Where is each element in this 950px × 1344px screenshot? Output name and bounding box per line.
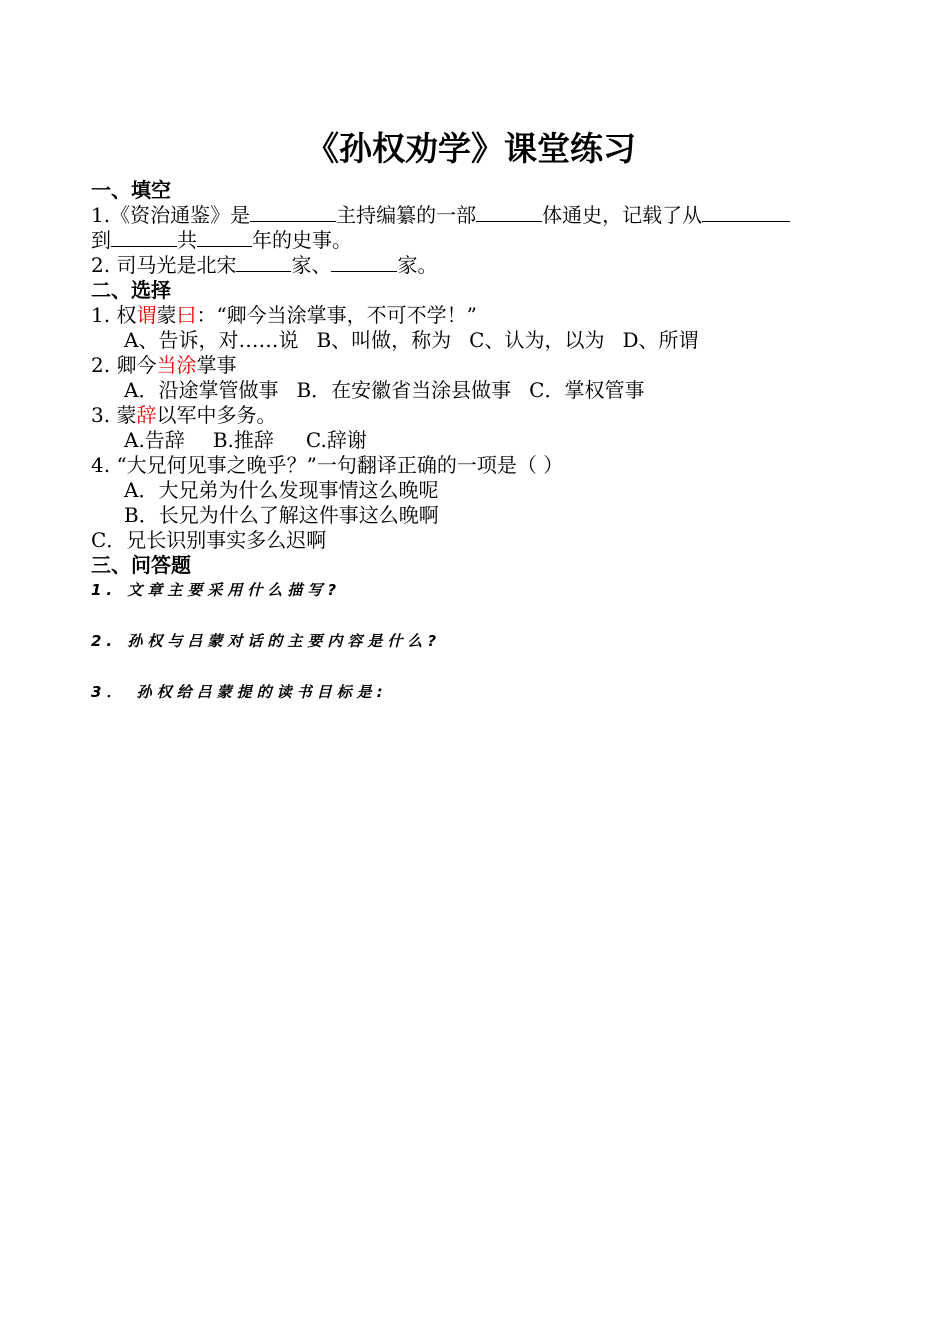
question-text: 年的史事。 (252, 228, 352, 252)
fill-question-2 (91, 253, 871, 278)
question-text: 2. 卿今 (91, 353, 157, 377)
option-c[interactable]: C.辞谢 (305, 428, 367, 452)
answer-blank[interactable] (236, 253, 291, 272)
question-text: 3. 蒙 (91, 403, 137, 427)
question-text: 蒙 (156, 303, 177, 327)
answer-space[interactable] (91, 603, 871, 629)
choice-question-4: 4. “大兄何见事之晚乎？”一句翻译正确的一项是（ ） (91, 453, 564, 477)
section-heading-choice: 二、选择 (91, 278, 171, 302)
question-text: 1. 权 (91, 303, 137, 327)
highlighted-word: 谓 (136, 303, 157, 327)
question-text: 2. 司马光是北宋 (91, 253, 237, 277)
question-text: 到 (91, 228, 111, 252)
option-a[interactable]: A．大兄弟为什么发现事情这么晚呢 (124, 478, 439, 502)
choice-question-2-options (91, 378, 871, 403)
question-text: 掌事 (196, 353, 237, 377)
question-text: 共 (177, 228, 197, 252)
choice-question-1-options (91, 328, 871, 353)
choice-question-1 (91, 303, 871, 328)
answer-blank[interactable] (702, 203, 790, 222)
highlighted-word: 曰 (176, 303, 197, 327)
answer-blank[interactable] (197, 228, 252, 247)
question-text: ：“卿今当涂掌事，不可不学！” (196, 303, 477, 327)
option-b[interactable]: B.推辞 (212, 428, 274, 452)
highlighted-word: 当涂 (156, 353, 197, 377)
option-b[interactable]: B．长兄为什么了解这件事这么晚啊 (124, 503, 439, 527)
option-a[interactable]: A．沿途掌管做事 (124, 378, 279, 402)
answer-blank[interactable] (250, 203, 336, 222)
question-text: 家。 (397, 253, 438, 277)
option-c[interactable]: C．兄长识别事实多么迟啊 (91, 528, 327, 552)
question-text: 家、 (291, 253, 332, 277)
option-b[interactable]: B、叫做，称为 (316, 328, 452, 352)
answer-blank[interactable] (476, 203, 542, 222)
choice-question-2 (91, 353, 871, 378)
question-text: 以军中多务。 (156, 403, 277, 427)
option-a[interactable]: A.告辞 (124, 428, 185, 452)
option-b[interactable]: B．在安徽省当涂县做事 (296, 378, 512, 402)
section-heading-short-answer: 三、问答题 (91, 553, 191, 577)
answer-space[interactable] (91, 654, 871, 680)
choice-question-3-options (91, 428, 871, 453)
question-text: 1.《资治通鉴》是 (91, 203, 251, 227)
option-c[interactable]: C．掌权管事 (529, 378, 645, 402)
short-answer-question-3: 3． 孙权给吕蒙提的读书目标是: (91, 683, 388, 701)
fill-question-1-line-2 (91, 228, 871, 253)
answer-blank[interactable] (331, 253, 397, 272)
highlighted-word: 辞 (136, 403, 157, 427)
answer-blank[interactable] (111, 228, 177, 247)
page-title: 《孙权劝学》课堂练习 (306, 129, 636, 168)
option-c[interactable]: C、认为，以为 (469, 328, 605, 352)
section-heading-fill-blank: 一、填空 (91, 178, 171, 202)
option-d[interactable]: D、所谓 (622, 328, 699, 352)
short-answer-question-2: 2. 孙权与吕蒙对话的主要内容是什么? (91, 632, 442, 650)
question-text: 体通史，记载了从 (542, 203, 703, 227)
option-a[interactable]: A、告诉，对……说 (124, 328, 299, 352)
short-answer-question-1: 1. 文章主要采用什么描写? (91, 581, 342, 599)
choice-question-3 (91, 403, 871, 428)
worksheet-page (91, 120, 871, 705)
fill-question-1-line-1 (91, 203, 871, 228)
question-text: 主持编纂的一部 (336, 203, 477, 227)
